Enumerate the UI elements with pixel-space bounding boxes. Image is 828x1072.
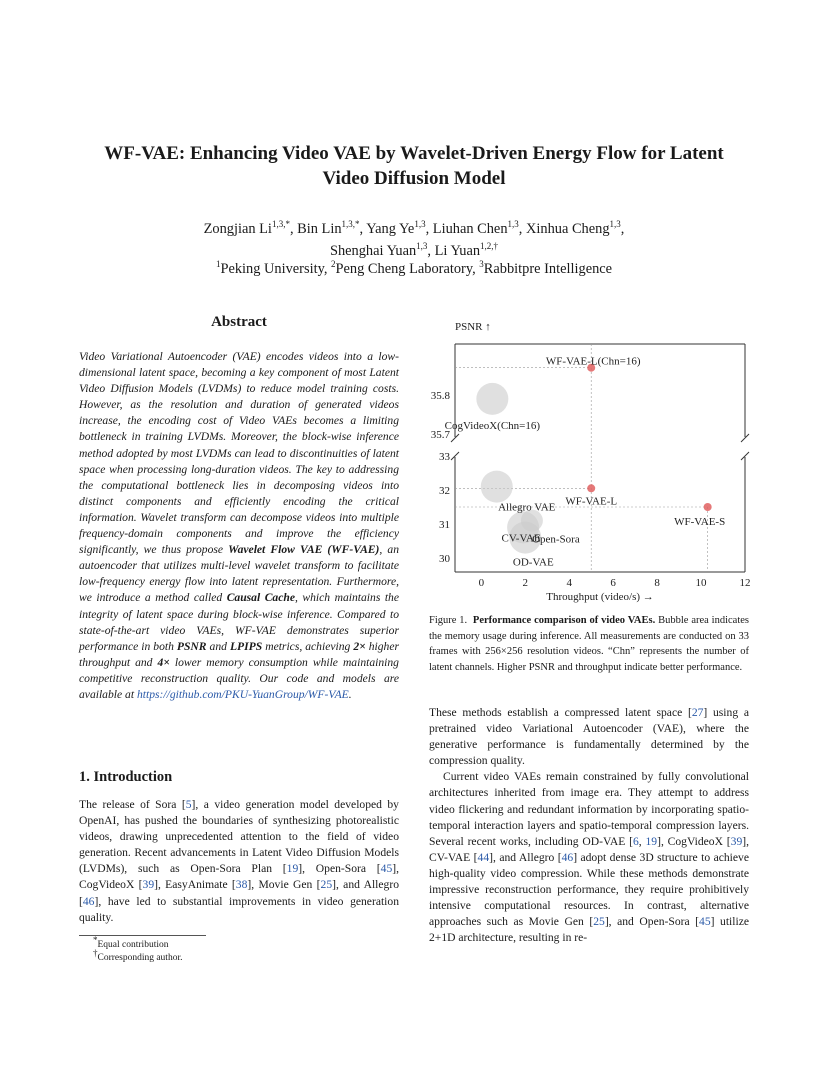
intro-text: ], have led to substantial improvements in video generation quality. xyxy=(79,894,399,924)
data-point-label: WF-VAE-L xyxy=(565,495,618,508)
intro-body xyxy=(79,797,399,926)
affil-sep: , xyxy=(472,261,480,277)
citation-link[interactable]: 44 xyxy=(477,850,490,864)
y-tick-label: 32 xyxy=(439,485,450,497)
affiliations xyxy=(80,259,748,279)
data-point-label: CogVideoX(Chn=16) xyxy=(444,419,541,432)
figure-1-chart xyxy=(420,308,760,608)
abstract-bold: 2× xyxy=(353,639,366,653)
author-name: Zongjian Li xyxy=(203,221,272,237)
footnote-text: Corresponding author. xyxy=(97,953,183,963)
abstract-bold: 4× xyxy=(157,655,170,669)
affil-sup: 2 xyxy=(331,259,336,270)
data-point-label: WF-VAE-S xyxy=(674,516,726,528)
citation-link[interactable]: 45 xyxy=(699,915,711,929)
paper-title xyxy=(80,141,748,191)
abstract-text: higher throughput and xyxy=(79,639,399,669)
paragraph xyxy=(429,705,749,769)
intro-text: ], EasyAnimate [ xyxy=(154,878,236,892)
caption-text: Bubble area indicates the memory usage during inference. All measurements are conducted on 33 frames with 256×256 resolution videos. “Chn” represents the number of latent channels. Higher PSNR and throughput indicate better performance. xyxy=(429,615,749,673)
body-text: ], CogVideoX [ xyxy=(657,834,731,848)
abstract-text: Video Variational Autoencoder (VAE) encodes videos into a low-dimensional latent space, becoming a key component of most Latent Video Diffusion Models (LVDMs) to reduce model training costs. However, as the resolution and duration of generated videos increase, the encoding cost of Video VAEs becomes a limiting bottleneck in training LVDMs. Moreover, the block-wise inference method adopted by most LVDMs can lead to discontinuities of latent space when processing long-duration videos. The key to addressing the computational bottleneck lies in decomposing videos into distinct components and efficiently encoding the critical information. Wavelet transform can decompose videos into multiple frequency-domain components and improve the efficiency significantly, we thus propose xyxy=(79,350,399,557)
arxiv-stamp-svg xyxy=(4,280,44,760)
paragraph xyxy=(429,769,749,946)
citation-link[interactable]: 19 xyxy=(645,834,658,848)
author-sep: , xyxy=(427,243,435,259)
footnote-text: Equal contribution xyxy=(97,940,169,950)
citation-link[interactable]: 27 xyxy=(691,706,704,719)
citation-link[interactable]: 25 xyxy=(320,878,333,892)
footnote-mark: † xyxy=(93,947,98,958)
citation-link[interactable]: 25 xyxy=(593,915,605,929)
citation-link[interactable]: 6 xyxy=(632,834,639,848)
abstract-bold: LPIPS xyxy=(229,639,263,653)
body-text: ], and Open-Sora [ xyxy=(604,915,700,929)
abstract-bold: PSNR xyxy=(176,639,207,653)
x-tick-label: 6 xyxy=(610,577,616,589)
author-name: Bin Lin xyxy=(297,221,342,237)
author-sup: 1,2,† xyxy=(480,241,499,252)
data-point-bubble xyxy=(476,383,508,415)
footnote-rule xyxy=(79,935,206,936)
author-sep: , xyxy=(425,221,433,237)
right-column-body xyxy=(429,705,749,946)
data-point-bubble xyxy=(587,484,595,492)
author-sup: 1,3,* xyxy=(271,219,290,230)
y-tick-label: 30 xyxy=(439,553,450,565)
author-sup: 1,3 xyxy=(507,219,519,230)
x-axis-label: Throughput (video/s) → xyxy=(546,591,654,603)
y-axis-label: PSNR ↑ xyxy=(455,321,491,333)
arxiv-stamp xyxy=(4,280,44,760)
affil-sup: 1 xyxy=(215,259,221,270)
citation-link[interactable]: 45 xyxy=(380,862,393,876)
y-tick-label: 35.7 xyxy=(430,429,450,441)
author-sup: 1,3,* xyxy=(341,219,360,230)
body-text: ], CV-VAE [ xyxy=(429,834,750,864)
author-sep: , xyxy=(518,221,526,237)
affil-name: Rabbitpre Intelligence xyxy=(483,261,613,277)
data-point-bubble xyxy=(481,471,513,503)
x-tick-label: 0 xyxy=(478,577,485,589)
body-text: ] utilize 2+1D architecture, resulting in re- xyxy=(429,915,750,945)
data-point-label: Allegro VAE xyxy=(498,501,556,514)
y-tick-label: 31 xyxy=(439,519,450,531)
y-tick-label: 33 xyxy=(439,451,450,463)
x-tick-label: 8 xyxy=(654,577,660,589)
y-tick-label: 35.8 xyxy=(430,390,450,402)
caption-bold: Performance comparison of video VAEs. xyxy=(472,615,656,626)
title-line-1: WF-VAE: Enhancing Video VAE by Wavelet-Driven Energy Flow for Latent xyxy=(104,143,724,164)
citation-link[interactable]: 46 xyxy=(82,894,95,908)
abstract-bold: Causal Cache xyxy=(226,591,295,605)
data-point-label: CV-VAE xyxy=(501,532,541,545)
intro-text: ], Movie Gen [ xyxy=(247,878,321,892)
author-list xyxy=(80,218,748,262)
abstract-text: metrics, achieving xyxy=(262,639,354,653)
intro-text: ], a video generation model developed by OpenAI, has pushed the boundaries of synthesizing photorealistic videos, drawing unprecedented attention to the field of video generation. Recent advancements in Latent Video Diffusion Models (LVDMs), such as Open-Sora Plan [ xyxy=(79,798,399,876)
intro-text: ], Open-Sora [ xyxy=(298,862,381,876)
x-tick-label: 10 xyxy=(695,577,707,589)
footnote-mark: * xyxy=(93,934,98,945)
author-name: Li Yuan xyxy=(434,243,481,259)
x-tick-label: 2 xyxy=(522,577,529,589)
author-line-1 xyxy=(80,218,748,240)
author-sup: 1,3 xyxy=(416,241,428,252)
author-sep: , xyxy=(620,221,625,237)
footnote-equal xyxy=(93,934,169,951)
intro-text: ], CogVideoX [ xyxy=(79,862,399,892)
author-sup: 1,3 xyxy=(414,219,426,230)
data-point-label: WF-VAE-L(Chn=16) xyxy=(545,355,641,368)
body-text: Current video VAEs remain constrained by fully convolutional architectures inherited from image era. They attempt to address video flickering and redundant information by incorporating spatio-temporal interaction layers and spatio-temporal compression layers. Several recent works, including OD-VAE [ xyxy=(429,770,749,848)
author-name: Xinhua Cheng xyxy=(525,221,610,237)
abstract-text: , which maintains the integrity of latent space during block-wise inference. Compared to state-of-the-art video VAEs, WF-VAE demonstrates superior performance in both xyxy=(79,591,399,653)
intro-text: ], and Allegro [ xyxy=(79,878,399,908)
figure-caption xyxy=(429,613,749,675)
author-sep: , xyxy=(289,221,298,237)
title-line-2: Video Diffusion Model xyxy=(322,168,506,189)
data-point-label: OD-VAE xyxy=(512,556,554,569)
body-text: , xyxy=(638,834,646,848)
author-name: Liuhan Chen xyxy=(432,221,508,237)
citation-link[interactable]: 46 xyxy=(561,850,574,864)
abstract-text: lower memory consumption while maintaining competitive reconstruction quality. Our code and models are available at xyxy=(79,655,399,701)
data-point-label: Open-Sora xyxy=(532,533,580,546)
citation-link[interactable]: 5 xyxy=(185,798,192,811)
author-sep: , xyxy=(359,221,367,237)
intro-text: The release of Sora [ xyxy=(79,798,186,811)
abstract-text: , an autoencoder that utilizes multi-level wavelet transform to facilitate low-frequency energy flow into latent representation. Furthermore, we introduce a method called xyxy=(79,543,400,605)
x-tick-label: 12 xyxy=(739,577,751,589)
affil-name: Peng Cheng Laboratory xyxy=(335,261,473,277)
author-name: Yang Ye xyxy=(366,221,415,237)
section-heading: 1. Introduction xyxy=(79,769,173,785)
affil-sep: , xyxy=(323,261,332,277)
body-text: These methods establish a compressed latent space [ xyxy=(429,706,692,719)
abstract-body xyxy=(79,349,399,703)
author-name: Shenghai Yuan xyxy=(329,243,417,259)
abstract-bold: Wavelet Flow VAE (WF-VAE) xyxy=(228,543,380,557)
affil-sup: 3 xyxy=(479,259,484,270)
author-sup: 1,3 xyxy=(609,219,621,230)
data-point-bubble xyxy=(704,503,712,511)
citation-link[interactable]: 38 xyxy=(235,878,248,892)
citation-link[interactable]: 39 xyxy=(730,834,743,848)
abstract-heading: Abstract xyxy=(211,314,267,330)
abstract-text: and xyxy=(206,639,230,653)
body-text: ], and Allegro [ xyxy=(489,850,562,864)
affil-name: Peking University xyxy=(220,261,324,277)
chart-svg xyxy=(420,308,760,608)
citation-link[interactable]: 19 xyxy=(286,862,299,876)
code-link[interactable]: https://github.com/PKU-YuanGroup/WF-VAE xyxy=(136,687,349,701)
citation-link[interactable]: 39 xyxy=(142,878,155,892)
body-text: ] adopt dense 3D structure to achieve high-quality video compression. While these methods demonstrate impressive reconstruction performance, they require prohibitively intensive computational resources. In contrast, alternative approaches such as Movie Gen [ xyxy=(429,850,749,929)
x-tick-label: 4 xyxy=(566,577,572,589)
footnote-corresponding xyxy=(93,947,183,964)
abstract-text: . xyxy=(348,687,352,701)
caption-label: Figure 1. xyxy=(429,615,468,626)
body-text: ] using a pretrained video Variational Autoencoder (VAE), where the generative performance is fundamentally determined by the compression quality. xyxy=(429,706,749,768)
